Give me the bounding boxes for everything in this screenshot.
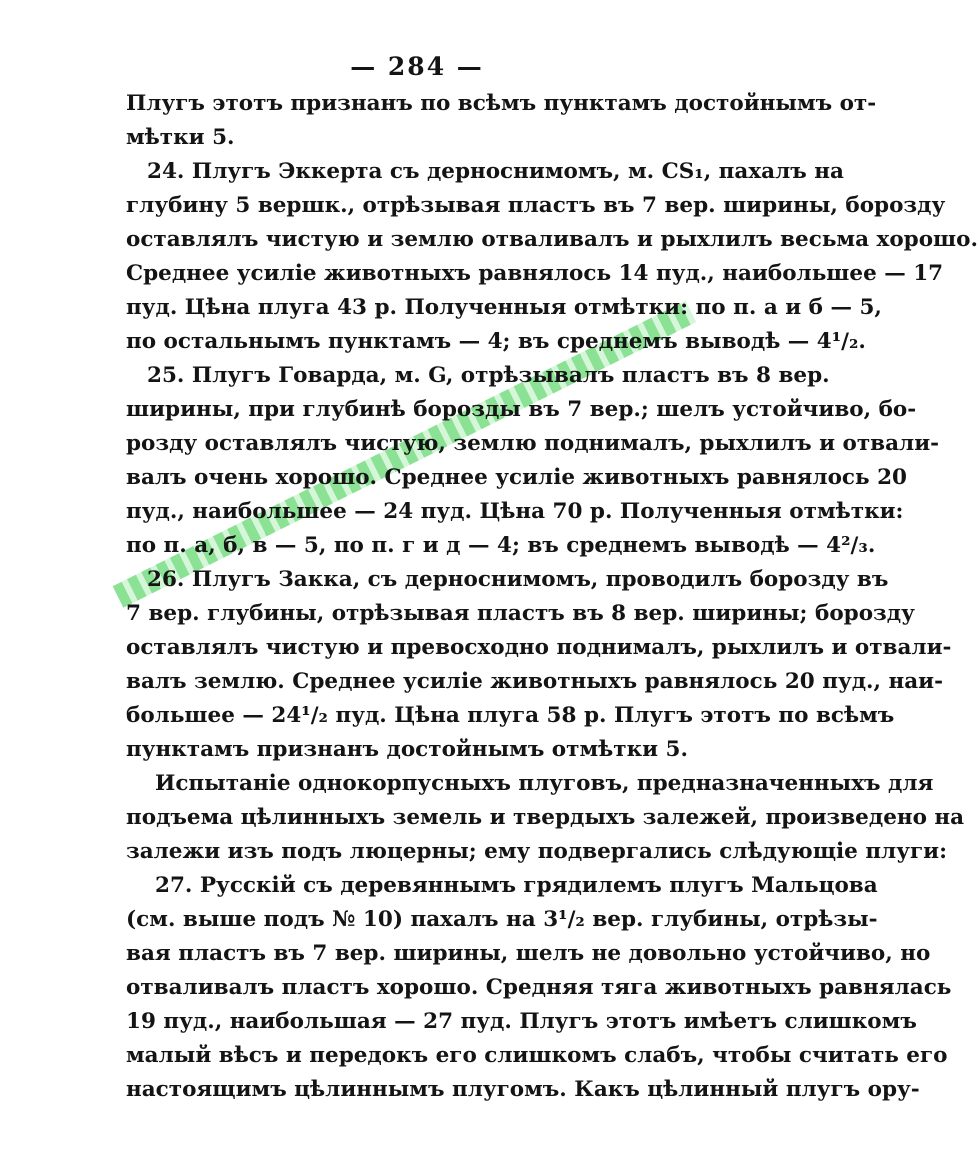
text-line: оставлялъ чистую и землю отваливалъ и рыхлилъ весьма хорошо. — [126, 227, 978, 252]
text-line: малый вѣсъ и передокъ его слишкомъ слабъ, чтобы считать его — [126, 1043, 948, 1068]
text-line: подъема цѣлинныхъ земель и твердыхъ залежей, произведено на — [126, 805, 965, 830]
text-line: большее — 24¹/₂ пуд. Цѣна плуга 58 р. Плугъ этотъ по всѣмъ — [126, 703, 895, 728]
text-line: 25. Плугъ Говарда, м. G, отрѣзывалъ пластъ въ 8 вер. — [147, 363, 830, 388]
text-line: розду оставлялъ чистую, землю поднималъ, рыхлилъ и отвали- — [126, 431, 940, 456]
text-line: пуд. Цѣна плуга 43 р. Полученныя отмѣтки: по п. а и б — 5, — [126, 295, 882, 320]
text-line: ширины, при глубинѣ борозды въ 7 вер.; шелъ устойчиво, бо- — [126, 397, 917, 422]
text-line: залежи изъ подъ люцерны; ему подвергались слѣдующіе плуги: — [126, 839, 948, 864]
text-line: Среднее усиліе животныхъ равнялось 14 пуд., наибольшее — 17 — [126, 261, 944, 286]
text-line: 24. Плугъ Эккерта съ дерноснимомъ, м. CS₁, пахалъ на — [147, 159, 844, 184]
text-line: 26. Плугъ Закка, съ дерноснимомъ, проводилъ борозду въ — [147, 567, 889, 592]
text-line: 7 вер. глубины, отрѣзывая пластъ въ 8 вер. ширины; борозду — [126, 601, 915, 626]
text-line: настоящимъ цѣлиннымъ плугомъ. Какъ цѣлинный плугъ ору- — [126, 1077, 920, 1102]
page-number: — 284 — — [350, 52, 484, 81]
text-line: 19 пуд., наибольшая — 27 пуд. Плугъ этотъ имѣетъ слишкомъ — [126, 1009, 917, 1034]
text-line: оставлялъ чистую и превосходно поднималъ, рыхлилъ и отвали- — [126, 635, 952, 660]
text-line: глубину 5 вершк., отрѣзывая пластъ въ 7 вер. ширины, борозду — [126, 193, 946, 218]
text-line: мѣтки 5. — [126, 125, 235, 150]
text-line: 27. Русскій съ деревяннымъ грядилемъ плугъ Мальцова — [155, 873, 878, 898]
text-line: по п. а, б, в — 5, по п. г и д — 4; въ среднемъ выводѣ — 4²/₃. — [126, 533, 876, 558]
text-line: валъ очень хорошо. Среднее усиліе животныхъ равнялось 20 — [126, 465, 908, 490]
text-line: Испытаніе однокорпусныхъ плуговъ, предназначенныхъ для — [155, 771, 934, 796]
text-line: отваливалъ пластъ хорошо. Средняя тяга животныхъ равнялась — [126, 975, 952, 1000]
text-line: пуд., наибольшее — 24 пуд. Цѣна 70 р. Полученныя отмѣтки: — [126, 499, 904, 524]
text-line: Плугъ этотъ признанъ по всѣмъ пунктамъ достойнымъ от- — [126, 91, 877, 116]
text-line: вая пластъ въ 7 вер. ширины, шелъ не довольно устойчиво, но — [126, 941, 931, 966]
text-line: пунктамъ признанъ достойнымъ отмѣтки 5. — [126, 737, 688, 762]
text-line: по остальнымъ пунктамъ — 4; въ среднемъ выводѣ — 4¹/₂. — [126, 329, 866, 354]
text-line: валъ землю. Среднее усиліе животныхъ равнялось 20 пуд., наи- — [126, 669, 944, 694]
text-line: (см. выше подъ № 10) пахалъ на 3¹/₂ вер. глубины, отрѣзы- — [126, 907, 878, 932]
